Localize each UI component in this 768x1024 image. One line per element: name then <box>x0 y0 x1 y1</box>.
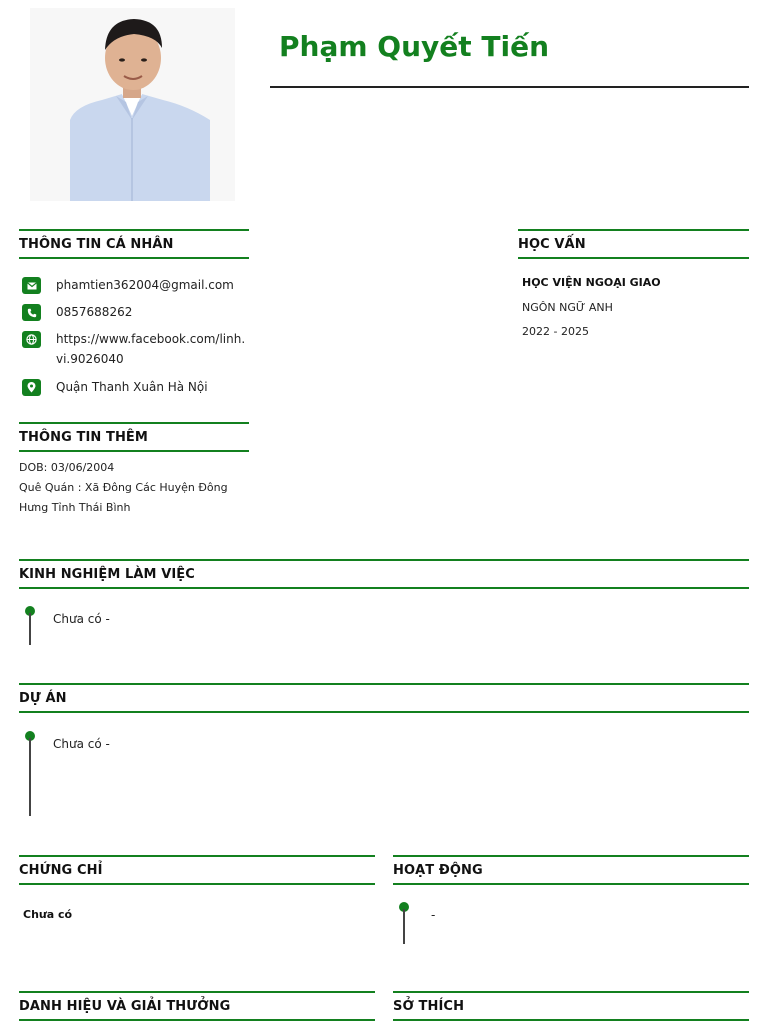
section-title: THÔNG TIN CÁ NHÂN <box>19 236 174 252</box>
education-school: HỌC VIỆN NGOẠI GIAO <box>522 276 661 289</box>
section-title: THÔNG TIN THÊM <box>19 429 148 445</box>
section-awards <box>19 991 375 1021</box>
section-activities <box>393 855 749 885</box>
section-extra-info <box>19 422 249 452</box>
dob-text: DOB: 03/06/2004 <box>19 461 115 474</box>
phone-icon <box>22 304 41 321</box>
activity-item: - <box>431 908 436 922</box>
candidate-name: Phạm Quyết Tiến <box>279 30 550 63</box>
section-experience <box>19 559 749 589</box>
contact-phone[interactable] <box>22 304 248 322</box>
section-education <box>518 229 749 259</box>
phone-text: 0857688262 <box>56 305 133 319</box>
timeline-line <box>29 738 31 816</box>
project-item: Chưa có - <box>53 737 110 751</box>
name-divider <box>270 86 749 88</box>
section-certificates <box>19 855 375 885</box>
education-period: 2022 - 2025 <box>522 325 589 338</box>
profile-photo <box>30 8 235 201</box>
contact-website[interactable] <box>22 331 248 369</box>
section-title: DANH HIỆU VÀ GIẢI THƯỞNG <box>19 998 231 1014</box>
globe-icon <box>22 331 41 348</box>
contact-email[interactable] <box>22 277 248 295</box>
section-title: CHỨNG CHỈ <box>19 862 103 878</box>
section-hobbies <box>393 991 749 1021</box>
section-personal-info <box>19 229 249 259</box>
certificate-item: Chưa có <box>23 908 73 921</box>
education-major: NGÔN NGỮ ANH <box>522 301 613 314</box>
hometown-text: Quê Quán : Xã Đông Các Huyện Đông Hưng Tỉnh Thái Bình <box>19 481 228 514</box>
section-title: KINH NGHIỆM LÀM VIỆC <box>19 566 195 582</box>
timeline-line <box>29 613 31 645</box>
experience-item: Chưa có - <box>53 612 110 626</box>
section-projects <box>19 683 749 713</box>
section-title: HỌC VẤN <box>518 236 586 252</box>
section-title: DỰ ÁN <box>19 690 67 706</box>
section-title: SỞ THÍCH <box>393 998 465 1014</box>
contact-address[interactable] <box>22 379 248 397</box>
timeline-line <box>403 909 405 944</box>
website-text: https://www.facebook.com/linh.vi.9026040 <box>56 332 246 366</box>
envelope-icon <box>22 277 41 294</box>
section-title: HOẠT ĐỘNG <box>393 862 483 878</box>
email-text: phamtien362004@gmail.com <box>56 278 234 292</box>
address-text: Quận Thanh Xuân Hà Nội <box>56 380 208 394</box>
location-pin-icon <box>22 379 41 396</box>
